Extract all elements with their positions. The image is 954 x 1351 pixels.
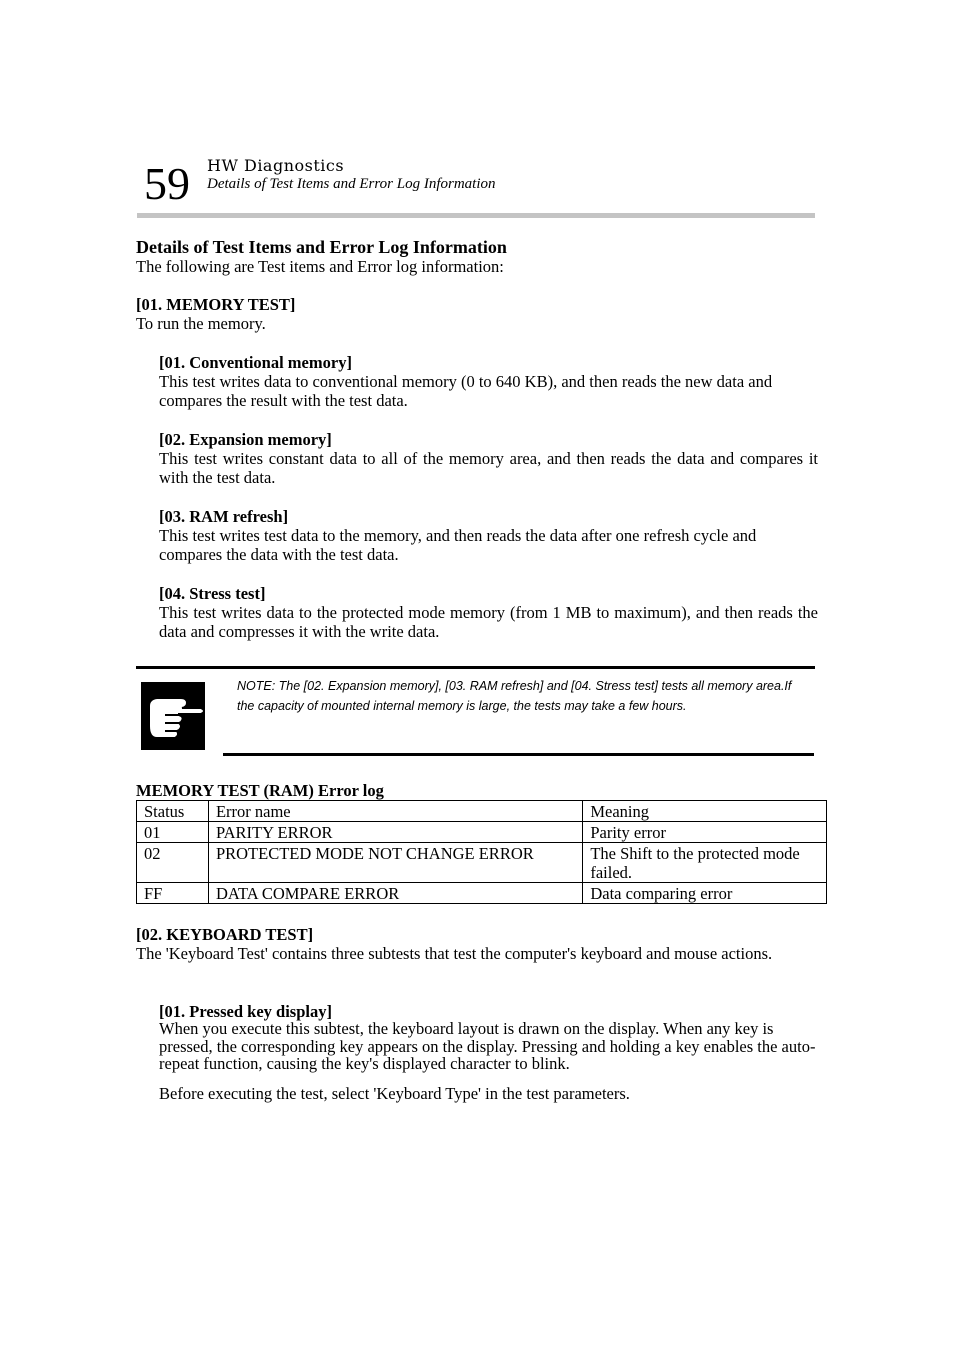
table-row bbox=[137, 843, 827, 883]
table-cell: DATA COMPARE ERROR bbox=[208, 883, 582, 904]
pointing-hand-icon bbox=[141, 682, 205, 750]
note-text bbox=[237, 676, 797, 716]
error-log-table bbox=[136, 800, 827, 904]
table-header-cell: Meaning bbox=[583, 801, 827, 822]
pressed-key-display-heading: [01. Pressed key display] bbox=[159, 1002, 332, 1021]
pressed-key-display-note: Before executing the test, select 'Keyboard Type' in the test parameters. bbox=[159, 1084, 630, 1103]
note-line-2: the capacity of mounted internal memory is large, the tests may take a few hours. bbox=[237, 699, 687, 713]
note-bottom-rule bbox=[223, 753, 814, 756]
ram-refresh-heading: [03. RAM refresh] bbox=[159, 507, 289, 526]
ram-refresh-text: This test writes test data to the memory, and then reads the data after one refresh cycle and compares the data with the test data. bbox=[159, 526, 757, 564]
keyboard-test-heading: [02. KEYBOARD TEST] bbox=[136, 925, 314, 944]
conventional-memory-heading: [01. Conventional memory] bbox=[159, 353, 352, 372]
page-number: 59 bbox=[144, 158, 190, 209]
table-header-cell: Error name bbox=[208, 801, 582, 822]
table-cell: FF bbox=[137, 883, 209, 904]
expansion-memory-heading: [02. Expansion memory] bbox=[159, 430, 332, 449]
page-title: Details of Test Items and Error Log Information bbox=[136, 237, 507, 257]
stress-test-heading: [04. Stress test] bbox=[159, 584, 266, 603]
table-header-cell: Status bbox=[137, 801, 209, 822]
note-line-1: NOTE: The [02. Expansion memory], [03. RAM refresh] and [04. Stress test] tests all memory area.If bbox=[237, 679, 792, 693]
error-log-title: MEMORY TEST (RAM) Error log bbox=[136, 781, 384, 800]
header-subtitle: Details of Test Items and Error Log Information bbox=[207, 176, 496, 192]
keyboard-test-desc: The 'Keyboard Test' contains three subtests that test the computer's keyboard and mouse actions. bbox=[136, 944, 773, 963]
header-section: HW Diagnostics bbox=[207, 156, 345, 175]
expansion-memory-text: This test writes constant data to all of the memory area, and then reads the data and compares it with the test data. bbox=[159, 449, 818, 487]
table-cell: Data comparing error bbox=[583, 883, 827, 904]
table-cell: The Shift to the protected mode failed. bbox=[583, 843, 827, 883]
memory-test-desc: To run the memory. bbox=[136, 314, 266, 333]
memory-test-heading: [01. MEMORY TEST] bbox=[136, 295, 296, 314]
table-header-row bbox=[137, 801, 827, 822]
intro-text: The following are Test items and Error log information: bbox=[136, 257, 504, 276]
header-rule bbox=[137, 213, 815, 218]
pressed-key-display-text: When you execute this subtest, the keyboard layout is drawn on the display. When any key is pressed, the corresponding key appears on the display. Pressing and holding a key enables the auto-repeat function, causing the key's displayed character to blink. bbox=[159, 1019, 816, 1073]
table-row bbox=[137, 883, 827, 904]
table-cell: Parity error bbox=[583, 822, 827, 843]
conventional-memory-text: This test writes data to conventional memory (0 to 640 KB), and then reads the new data and compares the result with the test data. bbox=[159, 372, 773, 410]
table-cell: 01 bbox=[137, 822, 209, 843]
table-cell: PROTECTED MODE NOT CHANGE ERROR bbox=[208, 843, 582, 883]
note-top-rule bbox=[136, 666, 815, 669]
table-row bbox=[137, 822, 827, 843]
table-cell: 02 bbox=[137, 843, 209, 883]
stress-test-text: This test writes data to the protected mode memory (from 1 MB to maximum), and then reads the data and compresses it with the write data. bbox=[159, 603, 818, 641]
table-cell: PARITY ERROR bbox=[208, 822, 582, 843]
